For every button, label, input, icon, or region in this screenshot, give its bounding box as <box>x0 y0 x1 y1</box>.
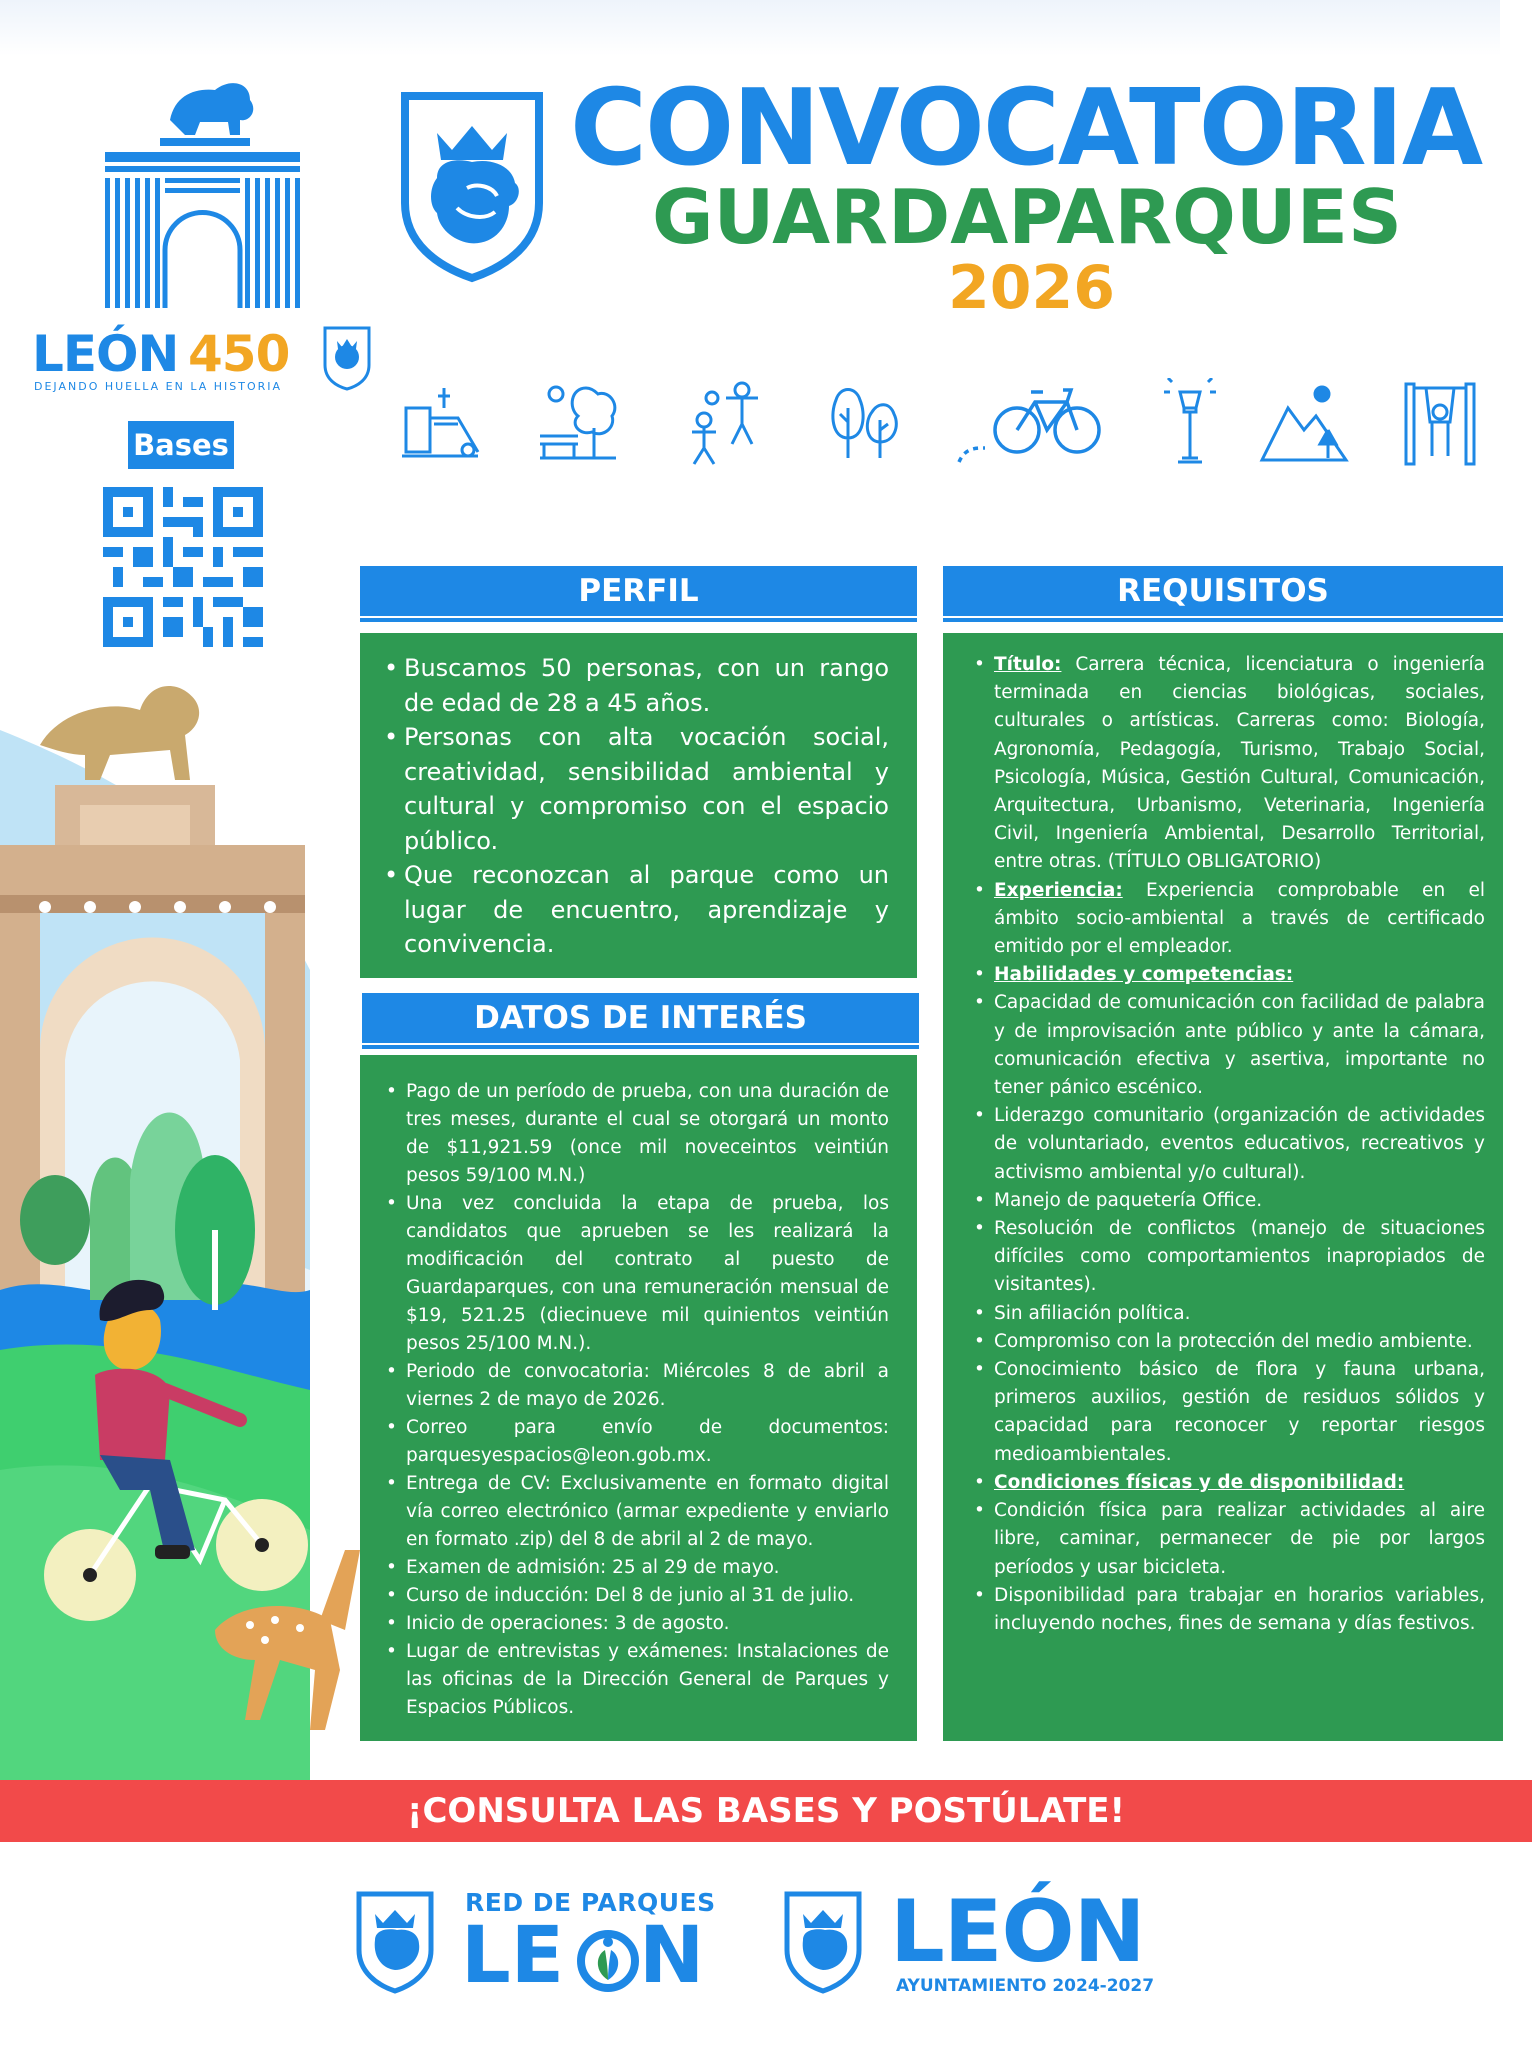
qr-code[interactable] <box>103 487 263 647</box>
cta-text: ¡CONSULTA LAS BASES Y POSTÚLATE! <box>406 1791 1126 1831</box>
bases-label: Bases <box>133 428 229 462</box>
datos-item: • Una vez concluida la etapa de prueba, los candidatos que aprueben se les realizará la modificación del contrato al puesto de Guardaparques, con una remuneración mensual de $19, 521.25 (diecinueve mil quinientos veintiún pesos 25/100 M.N.). <box>384 1190 889 1358</box>
red-parques-shield-icon <box>355 1890 435 1995</box>
leaf-person-icon <box>577 1928 639 1994</box>
datos-item: • Curso de inducción: Del 8 de junio al 31 de julio. <box>384 1582 889 1610</box>
datos-item: • Examen de admisión: 25 al 29 de mayo. <box>384 1554 889 1582</box>
requisito-titulo <box>972 651 1485 877</box>
habilidad-item: • Liderazgo comunitario (organización de actividades de voluntariado, eventos educativos, recreativos y activismo ambiental y/o cultural). <box>972 1102 1485 1187</box>
red-parques-n: N <box>639 1911 705 2001</box>
perfil-item: • Buscamos 50 personas, con un rango de edad de 28 a 45 años. <box>382 651 889 720</box>
requisitos-header <box>943 566 1503 616</box>
habilidades-label: Habilidades y competencias: <box>994 964 1294 986</box>
requisitos-panel <box>943 633 1503 1741</box>
requisito-experiencia <box>972 877 1485 962</box>
datos-list <box>384 1078 889 1722</box>
requisito-condiciones-heading <box>972 1469 1485 1497</box>
main-shield-icon <box>397 88 547 283</box>
experiencia-label: Experiencia: <box>994 879 1123 901</box>
leon-text: LEÓN <box>890 1882 1145 1982</box>
leon450-text: LEÓN <box>32 325 179 383</box>
datos-header <box>362 993 919 1043</box>
arch-lion-logo <box>100 60 305 310</box>
experiencia-text: Experiencia comprobable en el ámbito socio-ambiental a través de certificado emitido por el empleador. <box>994 879 1485 958</box>
perfil-item: • Personas con alta vocación social, creatividad, sensibilidad ambiental y cultural y compromiso con el espacio público. <box>382 720 889 858</box>
bicycle-icon <box>955 378 1105 468</box>
requisitos-title: REQUISITOS <box>1117 573 1329 609</box>
cta-banner[interactable] <box>0 1780 1532 1842</box>
habilidad-item: • Sin afiliación política. <box>972 1300 1485 1328</box>
datos-item: • Correo para envío de documentos: parquesyespacios@leon.gob.mx. <box>384 1414 889 1470</box>
red-parques-line1: RED DE PARQUES <box>465 1888 716 1917</box>
titulo-label: Título: <box>994 654 1062 675</box>
page-subtitle: GUARDAPARQUES <box>652 173 1403 261</box>
datos-title: DATOS DE INTERÉS <box>474 1000 807 1036</box>
leon450-number: 450 <box>188 325 290 383</box>
leon450-tagline: DEJANDO HUELLA EN LA HISTORIA <box>34 380 283 393</box>
datos-item: • Pago de un período de prueba, con una duración de tres meses, durante el cual se otorgará un monto de $11,921.59 (once mil noveceintos veintiún pesos 59/100 M.N.) <box>384 1078 889 1190</box>
bases-button[interactable] <box>128 421 234 469</box>
family-icon <box>676 378 766 468</box>
perfil-list <box>382 651 889 962</box>
perfil-header <box>360 566 917 616</box>
leon450-logo <box>32 325 312 393</box>
pullup-bar-icon <box>1402 378 1478 468</box>
park-illustration <box>0 670 370 1780</box>
requisitos-list <box>972 651 1485 1638</box>
habilidad-item: • Conocimiento básico de flora y fauna urbana, primeros auxilios, gestión de residuos sólidos y capacidad para reconocer y reportar riesgos medioambientales. <box>972 1356 1485 1469</box>
ayuntamiento-text: AYUNTAMIENTO 2024-2027 <box>896 1976 1155 1996</box>
leon-ayuntamiento-logo <box>890 1882 1155 1998</box>
datos-panel <box>360 1055 917 1741</box>
playground-icon <box>398 378 482 462</box>
datos-item: • Lugar de entrevistas y exámenes: Instalaciones de las oficinas de la Dirección General de Parques y Espacios Públicos. <box>384 1638 889 1722</box>
perfil-panel <box>360 633 917 978</box>
page-year: 2026 <box>948 253 1115 323</box>
datos-item: • Entrega de CV: Exclusivamente en formato digital vía correo electrónico (armar expediente y enviarlo en formato .zip) del 8 de abril al 2 de mayo. <box>384 1470 889 1554</box>
condiciones-label: Condiciones físicas y de disponibilidad: <box>994 1471 1405 1493</box>
perfil-title: PERFIL <box>578 573 699 609</box>
bench-tree-icon <box>536 378 620 462</box>
trees-icon <box>822 378 906 462</box>
page-title: CONVOCATORIA <box>570 67 1482 189</box>
datos-item: • Inicio de operaciones: 3 de agosto. <box>384 1610 889 1638</box>
lamp-post-icon <box>1160 378 1220 468</box>
condicion-item: • Disponibilidad para trabajar en horarios variables, incluyendo noches, fines de semana y días festivos. <box>972 1582 1485 1638</box>
habilidad-item: • Compromiso con la protección del medio ambiente. <box>972 1328 1485 1356</box>
condicion-item: • Condición física para realizar actividades al aire libre, caminar, permanecer de pie por largos períodos y usar bicicleta. <box>972 1497 1485 1582</box>
red-parques-logo <box>461 1888 716 2001</box>
datos-item: • Periodo de convocatoria: Miércoles 8 de abril a viernes 2 de mayo de 2026. <box>384 1358 889 1414</box>
titulo-text: Carrera técnica, licenciatura o ingeniería terminada en ciencias biológicas, sociales, culturales o artísticas. Carreras como: Biología, Agronomía, Pedagogía, Turismo, Trabajo Social, Psicología, Música, Gestión Cultural, Comunicación, Arquitectura, Urbanismo, Veterinaria, Ingeniería Civil, Ingeniería Ambiental, Desarrollo Territorial, entre otras. (TÍTULO OBLIGATORIO) <box>994 654 1485 873</box>
habilidad-item: • Resolución de conflictos (manejo de situaciones difíciles como comportamientos inapropiados de visitantes). <box>972 1215 1485 1300</box>
leon-shield-icon <box>783 1890 863 1995</box>
small-shield-icon <box>322 325 372 391</box>
mountain-icon <box>1258 378 1350 468</box>
red-parques-le: LE <box>461 1911 564 2001</box>
perfil-item: • Que reconozcan al parque como un lugar de encuentro, aprendizaje y convivencia. <box>382 858 889 962</box>
habilidad-item: • Manejo de paquetería Office. <box>972 1187 1485 1215</box>
requisito-habilidades-heading <box>972 961 1485 989</box>
habilidad-item: • Capacidad de comunicación con facilidad de palabra y de improvisación ante público y ante la cámara, comunicación efectiva y asertiva, importante no tener pánico escénico. <box>972 989 1485 1102</box>
top-band <box>0 0 1500 56</box>
